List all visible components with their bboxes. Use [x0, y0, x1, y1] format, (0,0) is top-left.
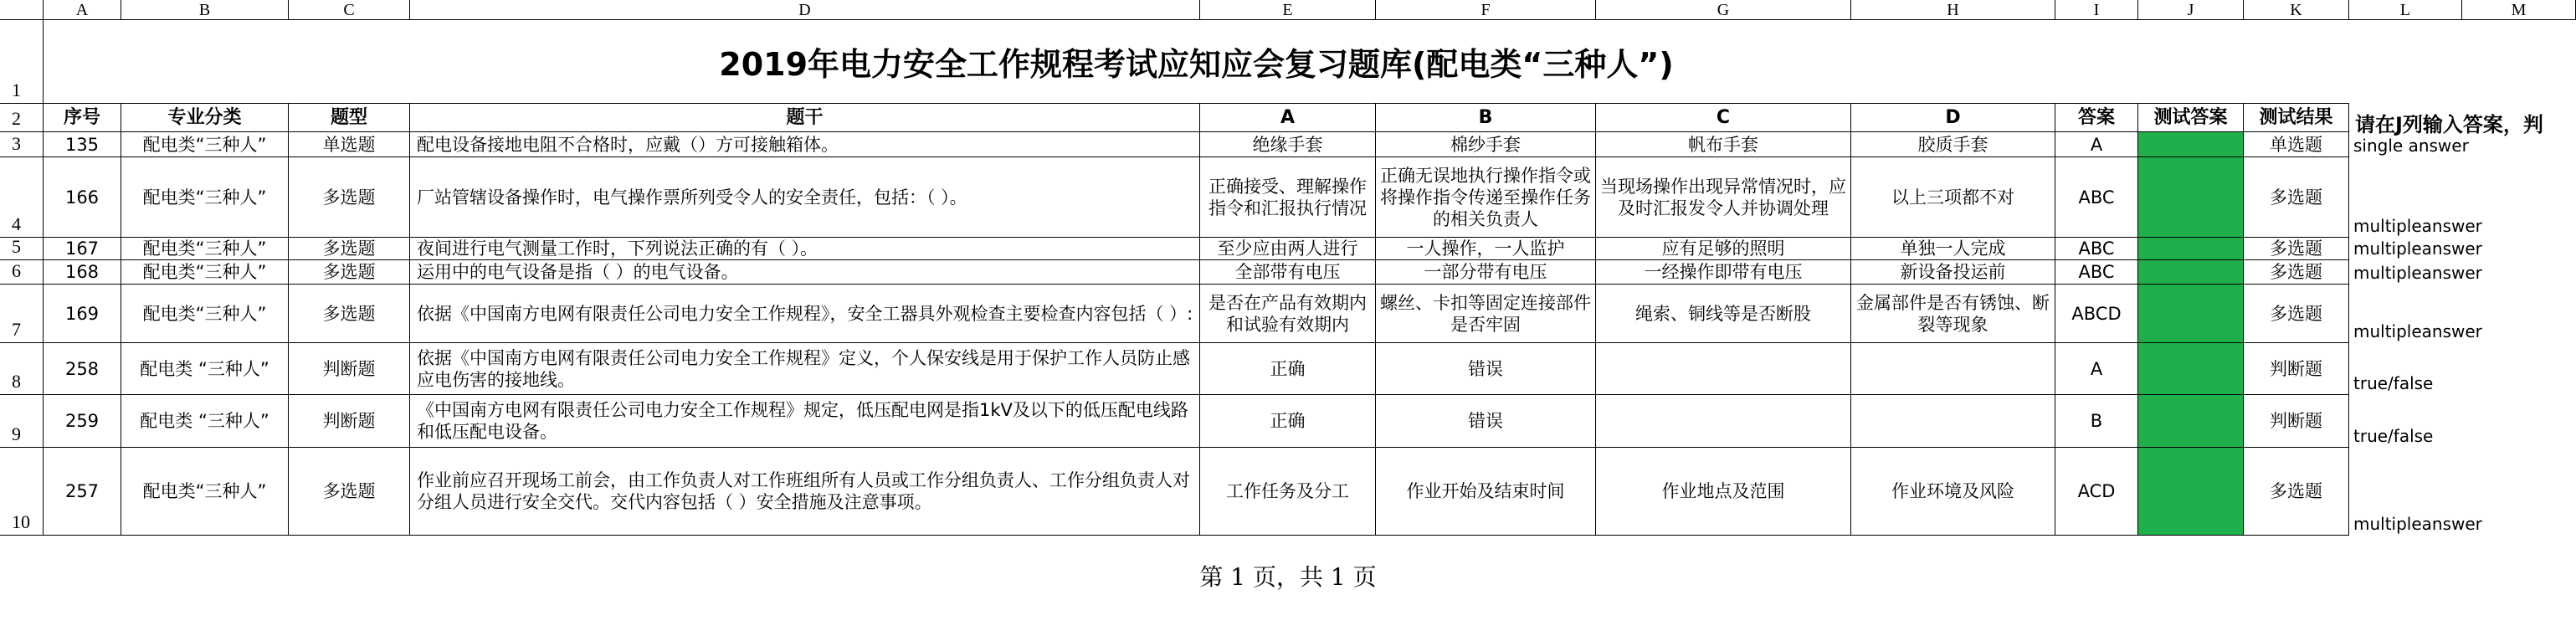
cell-c[interactable]: 一经操作即带有电压	[1596, 260, 1851, 285]
cell-seq[interactable]: 168	[44, 260, 121, 285]
cell-result[interactable]: 多选题	[2244, 448, 2349, 536]
cell-category[interactable]: 配电类“三种人”	[121, 238, 289, 260]
column-header-a[interactable]: A	[44, 0, 121, 20]
select-all-corner[interactable]	[0, 0, 44, 20]
cell-b[interactable]: 错误	[1376, 343, 1596, 395]
cell-stem[interactable]: 厂站管辖设备操作时，电气操作票所列受令人的安全责任，包括：（ ）。	[410, 157, 1200, 238]
cell-seq[interactable]: 166	[44, 157, 121, 238]
test-answer-input[interactable]	[2138, 448, 2244, 536]
cell-b[interactable]: 正确无误地执行操作指令或将操作指令传递至操作任务的相关负责人	[1376, 157, 1596, 238]
column-header-e[interactable]: E	[1200, 0, 1376, 20]
cell-qtype[interactable]: 单选题	[289, 132, 410, 157]
cell-category[interactable]: 配电类“三种人”	[121, 260, 289, 285]
header-c[interactable]: C	[1596, 104, 1851, 132]
answer-type-label: multipleanswer	[2353, 321, 2482, 341]
test-answer-input[interactable]	[2138, 260, 2244, 285]
cell-category[interactable]: 配电类 “三种人”	[121, 395, 289, 448]
cell-seq[interactable]: 257	[44, 448, 121, 536]
cell-qtype[interactable]: 多选题	[289, 285, 410, 343]
cell-d[interactable]: 新设备投运前	[1851, 260, 2055, 285]
cell-qtype[interactable]: 多选题	[289, 448, 410, 536]
cell-stem[interactable]: 夜间进行电气测量工作时，下列说法正确的有（ ）。	[410, 238, 1200, 260]
cell-result[interactable]: 多选题	[2244, 157, 2349, 238]
column-header-b[interactable]: B	[121, 0, 289, 20]
header-test-answer[interactable]: 测试答案	[2138, 104, 2244, 132]
cell-b[interactable]: 一人操作，一人监护	[1376, 238, 1596, 260]
cell-qtype[interactable]: 多选题	[289, 157, 410, 238]
cell-qtype[interactable]: 判断题	[289, 395, 410, 448]
row-header-2[interactable]: 2	[0, 104, 44, 132]
instruction-note: 请在J列输入答案，判	[2355, 112, 2543, 136]
header-seq[interactable]: 序号	[44, 104, 121, 132]
cell-a[interactable]: 是否在产品有效期内和试验有效期内	[1200, 285, 1376, 343]
test-answer-input[interactable]	[2138, 395, 2244, 448]
cell-a[interactable]: 全部带有电压	[1200, 260, 1376, 285]
cell-c[interactable]: 帆布手套	[1596, 132, 1851, 157]
cell-b[interactable]: 错误	[1376, 395, 1596, 448]
column-header-l[interactable]: L	[2349, 0, 2462, 20]
cell-category[interactable]: 配电类“三种人”	[121, 132, 289, 157]
cell-seq[interactable]: 169	[44, 285, 121, 343]
cell-d[interactable]: 单独一人完成	[1851, 238, 2055, 260]
header-test-result[interactable]: 测试结果	[2244, 104, 2349, 132]
column-header-c[interactable]: C	[289, 0, 410, 20]
cell-answer[interactable]: ABC	[2055, 260, 2138, 285]
header-stem[interactable]: 题干	[410, 104, 1200, 132]
cell-result[interactable]: 判断题	[2244, 395, 2349, 448]
test-answer-input[interactable]	[2138, 157, 2244, 238]
cell-qtype[interactable]: 多选题	[289, 260, 410, 285]
answer-type-label: multipleanswer	[2353, 216, 2482, 236]
column-header-d[interactable]: D	[410, 0, 1200, 20]
cell-result[interactable]: 多选题	[2244, 285, 2349, 343]
cell-c[interactable]: 当现场操作出现异常情况时，应及时汇报发令人并协调处理	[1596, 157, 1851, 238]
cell-d[interactable]: 胶质手套	[1851, 132, 2055, 157]
cell-a[interactable]: 绝缘手套	[1200, 132, 1376, 157]
cell-b[interactable]: 作业开始及结束时间	[1376, 448, 1596, 536]
row-header-5[interactable]: 5	[0, 238, 44, 260]
column-header-k[interactable]: K	[2244, 0, 2349, 20]
row-header-9[interactable]: 9	[0, 395, 44, 448]
cell-d[interactable]: 金属部件是否有锈蚀、断裂等现象	[1851, 285, 2055, 343]
header-answer[interactable]: 答案	[2055, 104, 2138, 132]
row-header-8[interactable]: 8	[0, 343, 44, 395]
cell-result[interactable]: 判断题	[2244, 343, 2349, 395]
cell-seq[interactable]: 135	[44, 132, 121, 157]
cell-stem[interactable]: 运用中的电气设备是指（ ）的电气设备。	[410, 260, 1200, 285]
cell-result[interactable]: 多选题	[2244, 238, 2349, 260]
answer-type-label: multipleanswer	[2353, 263, 2482, 283]
column-header-m[interactable]: M	[2462, 0, 2576, 20]
cell-stem[interactable]: 《中国南方电网有限责任公司电力安全工作规程》规定，低压配电网是指1kV及以下的低压配电线路和低压配电设备。	[410, 395, 1200, 448]
cell-answer[interactable]: B	[2055, 395, 2138, 448]
header-a[interactable]: A	[1200, 104, 1376, 132]
answer-type-label: single answer	[2353, 136, 2469, 156]
cell-a[interactable]: 工作任务及分工	[1200, 448, 1376, 536]
cell-result[interactable]: 单选题	[2244, 132, 2349, 157]
cell-answer[interactable]: ACD	[2055, 448, 2138, 536]
cell-seq[interactable]: 167	[44, 238, 121, 260]
cell-d[interactable]	[1851, 395, 2055, 448]
row-header-6[interactable]: 6	[0, 260, 44, 285]
column-header-g[interactable]: G	[1596, 0, 1851, 20]
cell-d[interactable]: 以上三项都不对	[1851, 157, 2055, 238]
cell-a[interactable]: 正确	[1200, 343, 1376, 395]
cell-category[interactable]: 配电类 “三种人”	[121, 343, 289, 395]
cell-qtype[interactable]: 多选题	[289, 238, 410, 260]
cell-answer[interactable]: ABCD	[2055, 285, 2138, 343]
cell-stem[interactable]: 依据《中国南方电网有限责任公司电力安全工作规程》定义，个人保安线是用于保护工作人员防止感应电伤害的接地线。	[410, 343, 1200, 395]
test-answer-input[interactable]	[2138, 132, 2244, 157]
test-answer-input[interactable]	[2138, 285, 2244, 343]
column-header-f[interactable]: F	[1376, 0, 1596, 20]
cell-stem[interactable]: 配电设备接地电阻不合格时，应戴（）方可接触箱体。	[410, 132, 1200, 157]
answer-type-label: true/false	[2353, 373, 2434, 393]
cell-c[interactable]: 作业地点及范围	[1596, 448, 1851, 536]
row-header-7[interactable]: 7	[0, 285, 44, 343]
cell-stem[interactable]: 作业前应召开现场工前会，由工作负责人对工作班组所有人员或工作分组负责人、工作分组负责人对分组人员进行安全交代。交代内容包括（ ）安全措施及注意事项。	[410, 448, 1200, 536]
cell-answer[interactable]: A	[2055, 343, 2138, 395]
row-header-1[interactable]: 1	[0, 20, 44, 104]
test-answer-input[interactable]	[2138, 238, 2244, 260]
header-category[interactable]: 专业分类	[121, 104, 289, 132]
cell-category[interactable]: 配电类“三种人”	[121, 157, 289, 238]
cell-d[interactable]	[1851, 343, 2055, 395]
cell-category[interactable]: 配电类“三种人”	[121, 448, 289, 536]
cell-answer[interactable]: ABC	[2055, 238, 2138, 260]
cell-result[interactable]: 多选题	[2244, 260, 2349, 285]
cell-category[interactable]: 配电类“三种人”	[121, 285, 289, 343]
cell-a[interactable]: 正确	[1200, 395, 1376, 448]
column-header-i[interactable]: I	[2055, 0, 2138, 20]
header-d[interactable]: D	[1851, 104, 2055, 132]
cell-a[interactable]: 至少应由两人进行	[1200, 238, 1376, 260]
sheet-title: 2019年电力安全工作规程考试应知应会复习题库(配电类“三种人”)	[44, 20, 2349, 104]
page-footer: 第 1 页，共 1 页	[1199, 563, 1377, 591]
cell-c[interactable]: 绳索、铜线等是否断股	[1596, 285, 1851, 343]
cell-b[interactable]: 一部分带有电压	[1376, 260, 1596, 285]
cell-stem[interactable]: 依据《中国南方电网有限责任公司电力安全工作规程》，安全工器具外观检查主要检查内容包括（ ）:	[410, 285, 1200, 343]
cell-c[interactable]	[1596, 395, 1851, 448]
header-b[interactable]: B	[1376, 104, 1596, 132]
answer-type-label: multipleanswer	[2353, 514, 2482, 534]
cell-a[interactable]: 正确接受、理解操作指令和汇报执行情况	[1200, 157, 1376, 238]
column-header-h[interactable]: H	[1851, 0, 2055, 20]
row-header-10[interactable]: 10	[0, 448, 44, 536]
header-qtype[interactable]: 题型	[289, 104, 410, 132]
cell-b[interactable]: 棉纱手套	[1376, 132, 1596, 157]
cell-seq[interactable]: 259	[44, 395, 121, 448]
cell-qtype[interactable]: 判断题	[289, 343, 410, 395]
cell-answer[interactable]: A	[2055, 132, 2138, 157]
cell-c[interactable]: 应有足够的照明	[1596, 238, 1851, 260]
row-header-3[interactable]: 3	[0, 132, 44, 157]
column-header-j[interactable]: J	[2138, 0, 2244, 20]
cell-seq[interactable]: 258	[44, 343, 121, 395]
cell-c[interactable]	[1596, 343, 1851, 395]
answer-type-label: multipleanswer	[2353, 239, 2482, 259]
cell-answer[interactable]: ABC	[2055, 157, 2138, 238]
cell-b[interactable]: 螺丝、卡扣等固定连接部件是否牢固	[1376, 285, 1596, 343]
cell-d[interactable]: 作业环境及风险	[1851, 448, 2055, 536]
test-answer-input[interactable]	[2138, 343, 2244, 395]
row-header-4[interactable]: 4	[0, 157, 44, 238]
answer-type-label: true/false	[2353, 426, 2434, 446]
